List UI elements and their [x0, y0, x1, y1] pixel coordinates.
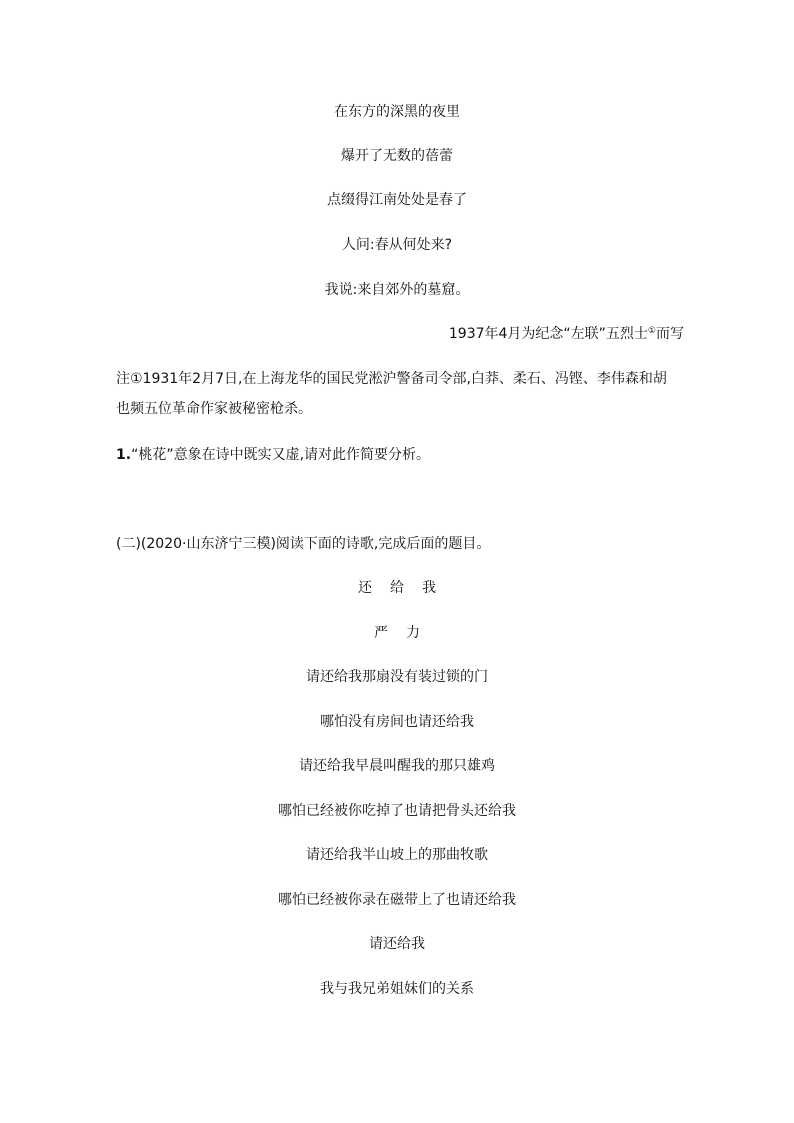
poem2-line-1: 请还给我那扇没有装过锁的门: [306, 669, 488, 685]
question-number: 1.: [116, 447, 132, 463]
poem2-title: 还给我: [358, 580, 454, 596]
poem2-author-row: [0, 623, 794, 643]
note-line-2: 也频五位革命作家被秘密枪杀。: [116, 401, 312, 417]
poem2-line-3: 请还给我早晨叫醒我的那只雄鸡: [299, 758, 495, 774]
poem2-author: 严力: [374, 625, 438, 641]
poem1-line-1: 在东方的深黑的夜里: [334, 104, 460, 120]
poem2-line-8: 我与我兄弟姐妹们的关系: [320, 981, 474, 997]
poem2-line-7: 请还给我: [369, 936, 425, 952]
poem1-line-4: 人问:春从何处来?: [341, 237, 453, 253]
poem2-title-row: [0, 578, 794, 598]
question-1: [116, 445, 696, 465]
poem1-line-3: 点缀得江南处处是春了: [327, 192, 467, 208]
poem2-line-2: 哪怕没有房间也请还给我: [320, 714, 474, 730]
note-line-1: 注①1931年2月7日,在上海龙华的国民党淞沪警备司令部,白莽、柔石、冯铿、李伟森和胡: [116, 371, 667, 387]
poem2-line-6: 哪怕已经被你录在磁带上了也请还给我: [278, 892, 516, 908]
dedication-end: 而写: [656, 326, 684, 342]
poem2-line-4: 哪怕已经被你吃掉了也请把骨头还给我: [278, 803, 516, 819]
poem1-line-2: 爆开了无数的蓓蕾: [341, 148, 453, 164]
poem1-line-5: 我说:来自郊外的墓窟。: [324, 282, 470, 298]
poem2-line-5: 请还给我半山坡上的那曲牧歌: [306, 847, 488, 863]
dedication-text: 1937年4月为纪念“左联”五烈士: [448, 326, 648, 342]
section2-intro: (二)(2020·山东济宁三模)阅读下面的诗歌,完成后面的题目。: [116, 536, 491, 552]
question-text: “桃花”意象在诗中既实又虚,请对此作简要分析。: [131, 447, 431, 463]
poem1-dedication: [449, 324, 684, 344]
footnote-marker: ①: [647, 326, 656, 336]
